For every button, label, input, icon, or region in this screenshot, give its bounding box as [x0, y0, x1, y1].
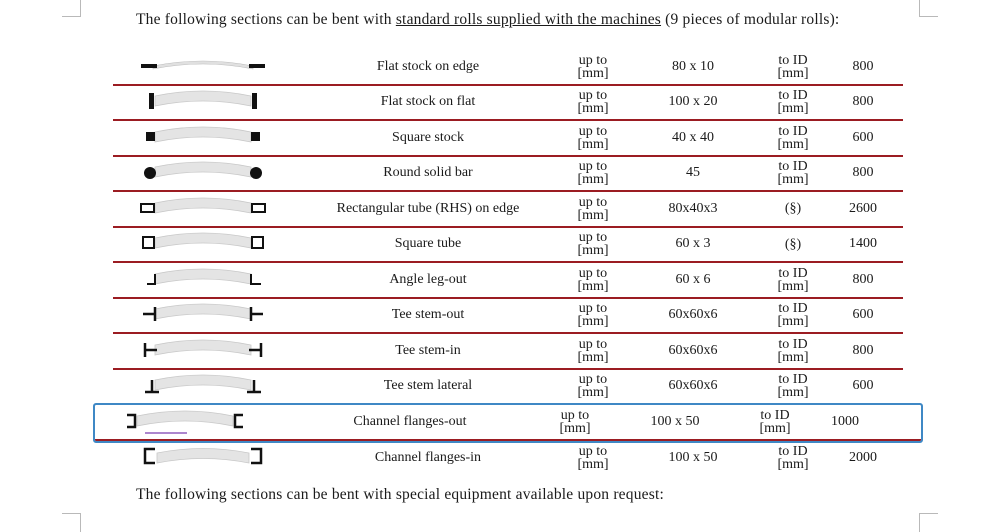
section-size: 60 x 6	[675, 271, 711, 287]
sections-table	[113, 50, 903, 476]
page-corner-mark	[62, 513, 81, 532]
to-id-label: to ID [mm]	[777, 372, 809, 401]
bend-value: 2000	[849, 450, 877, 466]
tee-out-profile-icon	[133, 299, 273, 333]
section-name: Square stock	[392, 129, 464, 145]
section-name: Rectangular tube (RHS) on edge	[336, 200, 520, 216]
page-corner-mark	[919, 513, 938, 532]
table-row	[113, 192, 903, 228]
to-id-label: to ID [mm]	[777, 159, 809, 188]
up-to-label: up to [mm]	[559, 407, 591, 436]
tee-lateral-profile-icon	[133, 370, 273, 404]
bend-value: 600	[852, 129, 874, 145]
section-name: Round solid bar	[383, 165, 473, 181]
to-id-label: to ID [mm]	[777, 336, 809, 365]
up-to-label: up to [mm]	[577, 301, 609, 330]
footnote-mark: (§)	[784, 201, 802, 217]
section-name: Flat stock on flat	[380, 94, 476, 110]
intro-text: The following sections can be bent with	[136, 11, 396, 28]
outro-paragraph: The following sections can be bent with special equipment available upon request:	[136, 486, 664, 503]
section-size: 60x60x6	[668, 307, 718, 323]
square-tube-profile-icon	[133, 228, 273, 262]
table-row	[113, 334, 903, 370]
intro-underlined-text: standard rolls supplied with the machines	[395, 11, 662, 28]
to-id-label: to ID [mm]	[759, 407, 791, 436]
bend-value: 800	[852, 271, 874, 287]
bend-value: 600	[852, 378, 874, 394]
table-row	[113, 441, 903, 477]
table-row	[113, 157, 903, 193]
table-row	[113, 86, 903, 122]
flat-edge-profile-icon	[133, 50, 273, 84]
page-corner-mark	[919, 0, 938, 17]
to-id-label: to ID [mm]	[777, 123, 809, 152]
to-id-label: to ID [mm]	[777, 301, 809, 330]
angle-profile-icon	[133, 263, 273, 297]
up-to-label: up to [mm]	[577, 230, 609, 259]
bend-value: 800	[852, 58, 874, 74]
flat-flat-profile-icon	[133, 86, 273, 120]
rhs-profile-icon	[133, 192, 273, 226]
up-to-label: up to [mm]	[577, 194, 609, 223]
section-size: 100 x 50	[668, 450, 718, 466]
table-row	[113, 50, 903, 86]
up-to-label: up to [mm]	[577, 159, 609, 188]
up-to-label: up to [mm]	[577, 52, 609, 81]
table-row	[113, 370, 903, 406]
section-size: 100 x 20	[668, 94, 718, 110]
table-row	[113, 228, 903, 264]
tee-in-profile-icon	[133, 334, 273, 368]
section-name: Tee stem lateral	[383, 378, 473, 394]
to-id-label: to ID [mm]	[777, 444, 809, 473]
footnote-mark: (§)	[784, 236, 802, 252]
section-name: Channel flanges-out	[353, 413, 467, 429]
bend-value: 600	[852, 307, 874, 323]
up-to-label: up to [mm]	[577, 336, 609, 365]
intro-paragraph	[136, 12, 896, 28]
bend-value: 2600	[849, 200, 877, 216]
section-size: 40 x 40	[672, 129, 714, 145]
section-size: 80 x 10	[672, 58, 714, 74]
section-name: Square tube	[394, 236, 462, 252]
up-to-label: up to [mm]	[577, 88, 609, 117]
table-row	[113, 299, 903, 335]
section-name: Channel flanges-in	[374, 450, 482, 466]
up-to-label: up to [mm]	[577, 444, 609, 473]
up-to-label: up to [mm]	[577, 265, 609, 294]
square-stock-profile-icon	[133, 121, 273, 155]
section-size: 60x60x6	[668, 378, 718, 394]
table-row	[113, 263, 903, 299]
channel-in-profile-icon	[133, 441, 273, 477]
section-name: Flat stock on edge	[376, 58, 480, 74]
bend-value: 800	[852, 165, 874, 181]
section-size: 60 x 3	[675, 236, 711, 252]
intro-text-end: (9 pieces of modular rolls):	[661, 11, 840, 28]
section-name: Tee stem-out	[391, 307, 465, 323]
up-to-label: up to [mm]	[577, 372, 609, 401]
table-row	[113, 121, 903, 157]
section-name: Tee stem-in	[395, 342, 461, 358]
bend-value: 800	[852, 94, 874, 110]
to-id-label: to ID [mm]	[777, 88, 809, 117]
to-id-label: to ID [mm]	[777, 52, 809, 81]
section-size: 80x40x3	[668, 200, 718, 216]
section-size: 60x60x6	[668, 342, 718, 358]
page-corner-mark	[62, 0, 81, 17]
table-row-selected	[95, 405, 921, 441]
section-size: 45	[686, 165, 700, 181]
to-id-label: to ID [mm]	[777, 265, 809, 294]
up-to-label: up to [mm]	[577, 123, 609, 152]
bend-value: 800	[852, 342, 874, 358]
section-name: Angle leg-out	[389, 271, 467, 287]
channel-out-profile-icon	[115, 405, 255, 439]
round-bar-profile-icon	[133, 157, 273, 191]
bend-value: 1000	[831, 413, 859, 429]
bend-value: 1400	[849, 236, 877, 252]
section-size: 100 x 50	[650, 413, 700, 429]
